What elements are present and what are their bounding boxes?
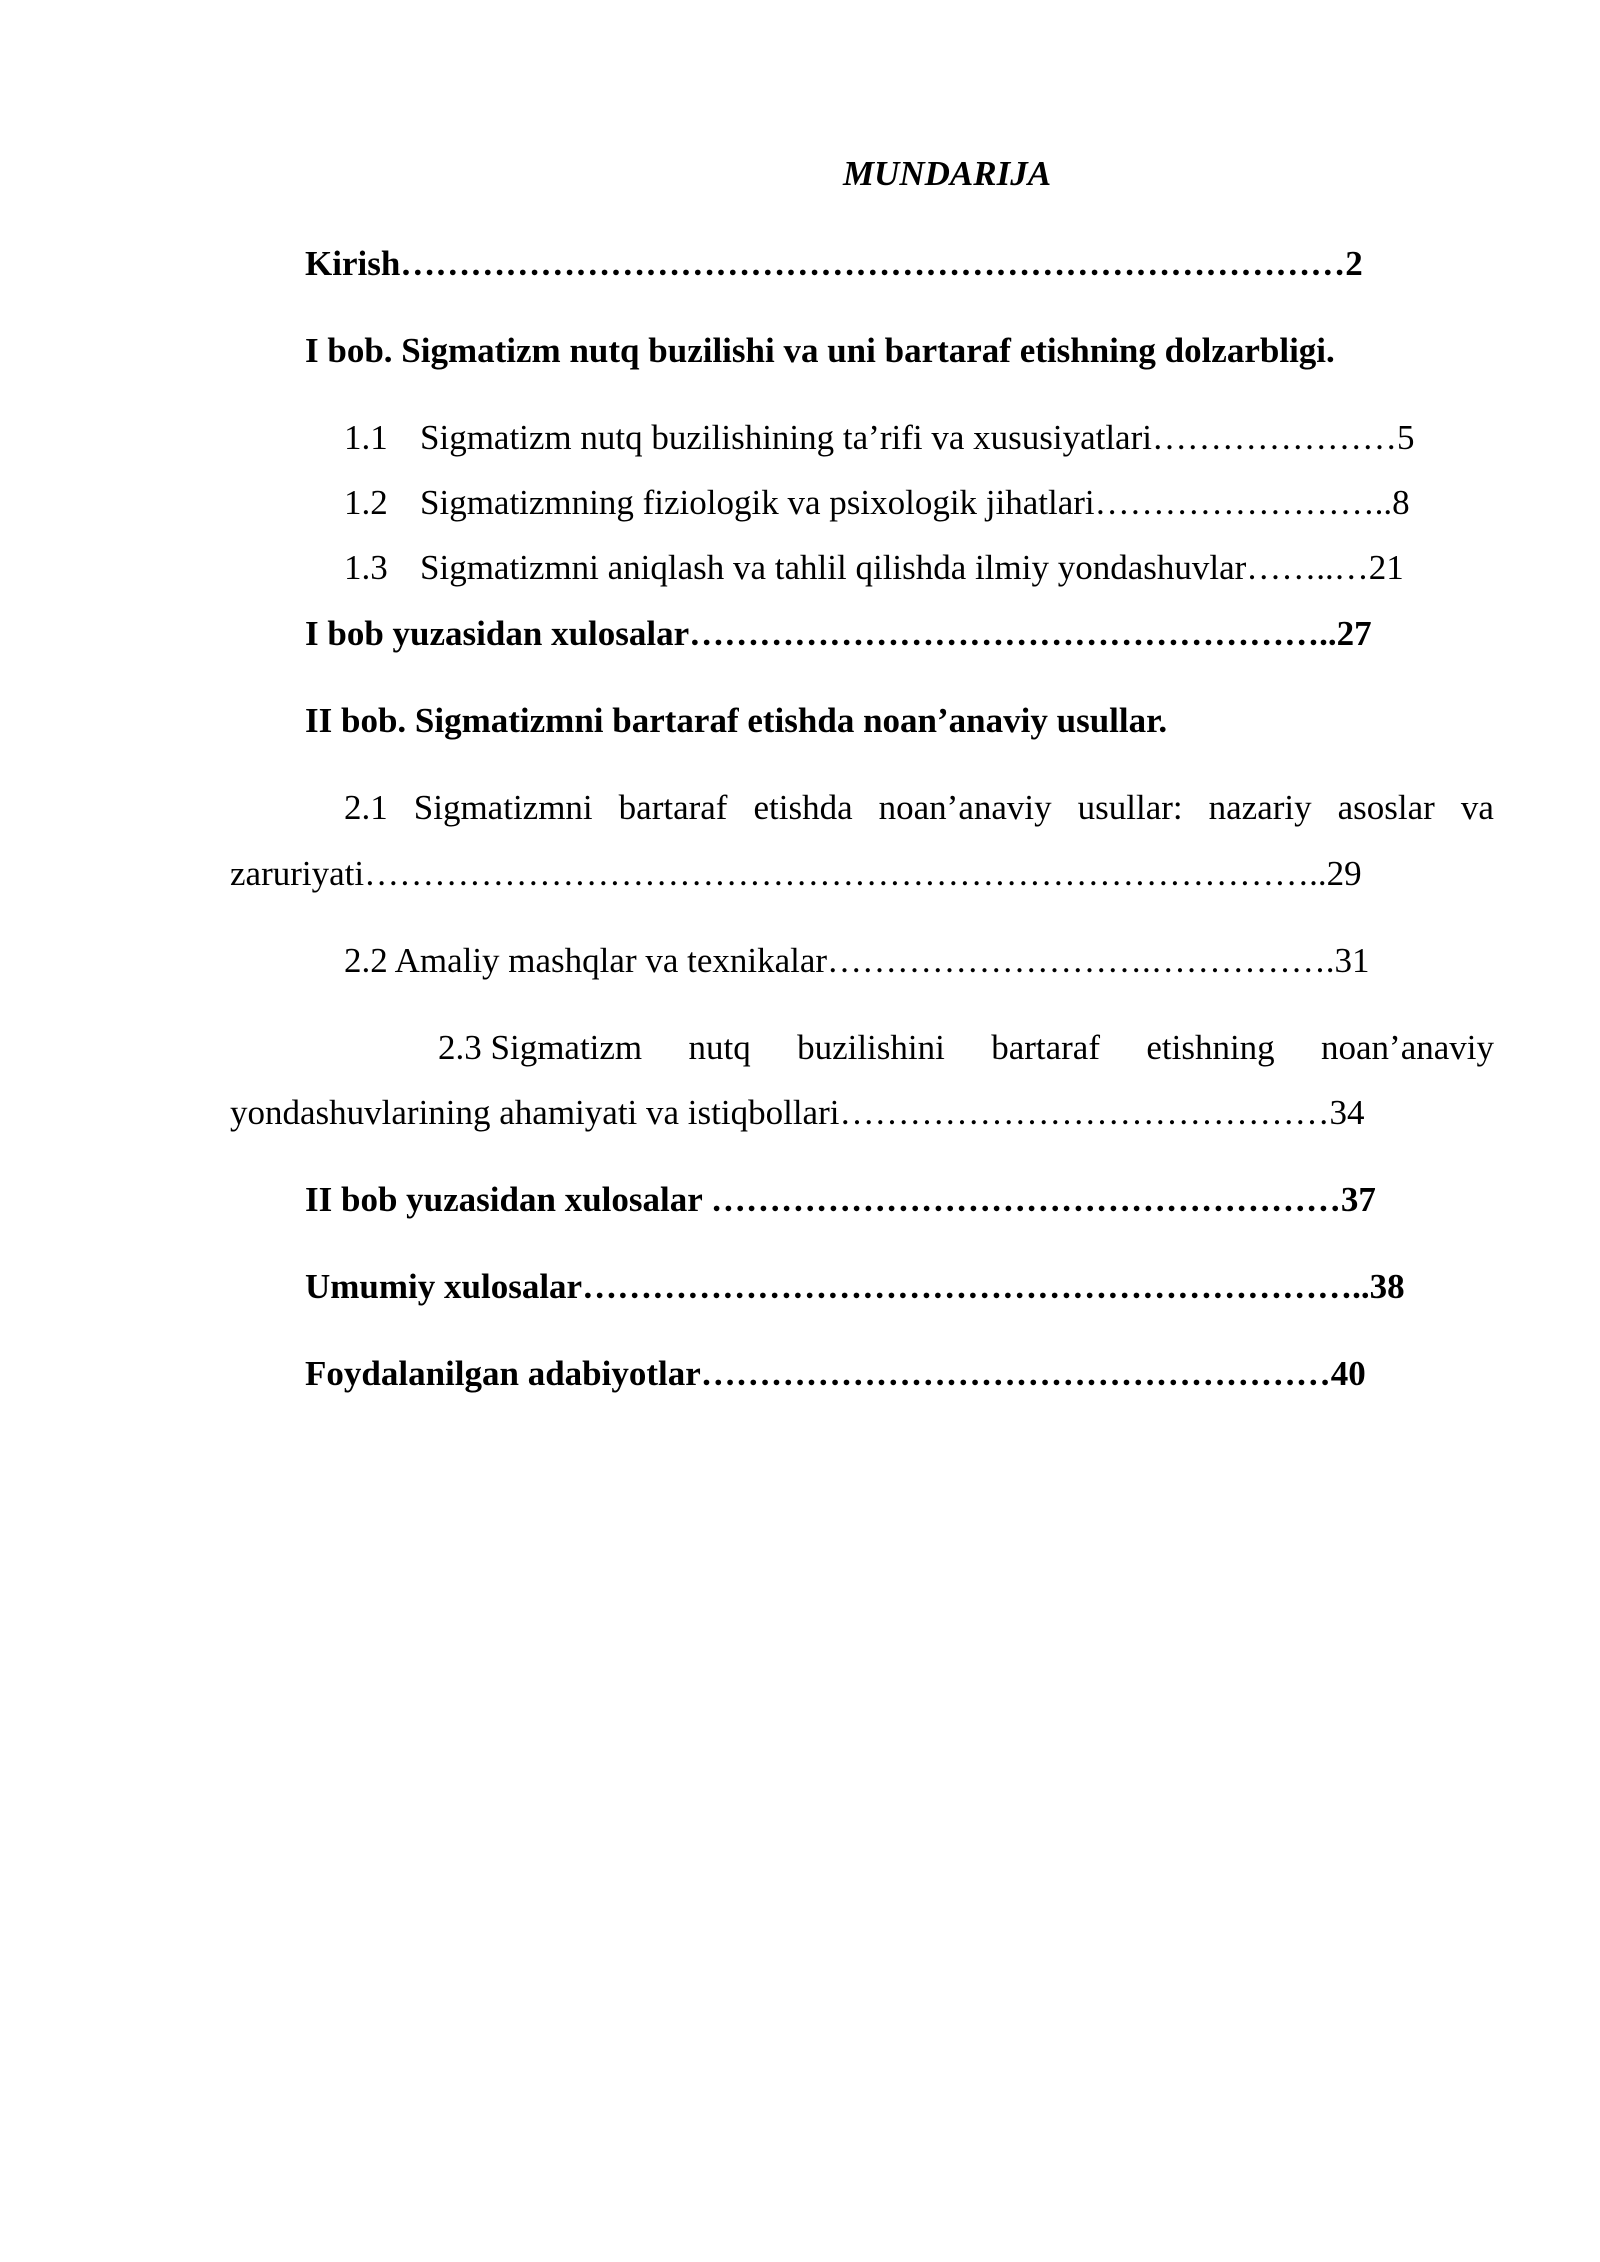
- toc-entry-references: Foydalanilgan adabiyotlar………………………………………………40: [305, 1354, 1366, 1393]
- word: va: [1460, 788, 1494, 827]
- word: 2.1: [344, 788, 388, 827]
- toc-section-2-1-line1: [344, 790, 1494, 825]
- word: bartaraf: [618, 788, 728, 827]
- word: etishning: [1146, 1028, 1275, 1067]
- toc-chapter-1: I bob. Sigmatizm nutq buzilishi va uni bartaraf etishning dolzarbligi.: [305, 331, 1335, 370]
- word: nutq: [688, 1028, 751, 1067]
- section-number: 1.1: [344, 418, 388, 457]
- word: bartaraf: [991, 1028, 1100, 1067]
- word: asoslar: [1337, 788, 1435, 827]
- toc-section-1-1: [344, 420, 1414, 455]
- word: usullar:: [1077, 788, 1183, 827]
- toc-section-2-3-line2: yondashuvlarining ahamiyati va istiqbollari……………………………………34: [230, 1093, 1365, 1132]
- word: Sigmatizmni: [413, 788, 593, 827]
- toc-entry-general-conclusions: Umumiy xulosalar…………………………………………………………..38: [305, 1267, 1405, 1306]
- section-text: Sigmatizmning fiziologik va psixologik jihatlari……………………..8: [420, 483, 1410, 522]
- word: 2.3 Sigmatizm: [438, 1028, 643, 1067]
- toc-section-2-2: 2.2 Amaliy mashqlar va texnikalar……………………….…………….31: [344, 941, 1370, 980]
- toc-section-2-1-line2: zaruriyati………………………………………………………………………..29: [230, 854, 1362, 893]
- section-text: Sigmatizm nutq buzilishining ta’rifi va xususiyatlari…………………5: [420, 418, 1415, 457]
- word: nazariy: [1208, 788, 1312, 827]
- word: etishda: [753, 788, 853, 827]
- page-title: MUNDARIJA: [842, 154, 1052, 193]
- section-text: Sigmatizmni aniqlash va tahlil qilishda ilmiy yondashuvlar……..…21: [420, 548, 1404, 587]
- toc-section-1-2: [344, 485, 1410, 520]
- section-number: 1.3: [344, 548, 388, 587]
- toc-section-2-3-line1: [438, 1030, 1494, 1065]
- word: noan’anaviy: [878, 788, 1052, 827]
- word: buzilishini: [797, 1028, 945, 1067]
- toc-chapter-1-conclusion: I bob yuzasidan xulosalar………………………………………………..27: [305, 614, 1372, 653]
- toc-entry-kirish: Kirish………………………………………………………………………2: [305, 244, 1363, 283]
- word: noan’anaviy: [1321, 1028, 1494, 1067]
- toc-section-1-3: [344, 550, 1404, 585]
- section-number: 1.2: [344, 483, 388, 522]
- toc-chapter-2-conclusion: II bob yuzasidan xulosalar ………………………………………………37: [305, 1180, 1376, 1219]
- toc-chapter-2: II bob. Sigmatizmni bartaraf etishda noan’anaviy usullar.: [305, 701, 1168, 740]
